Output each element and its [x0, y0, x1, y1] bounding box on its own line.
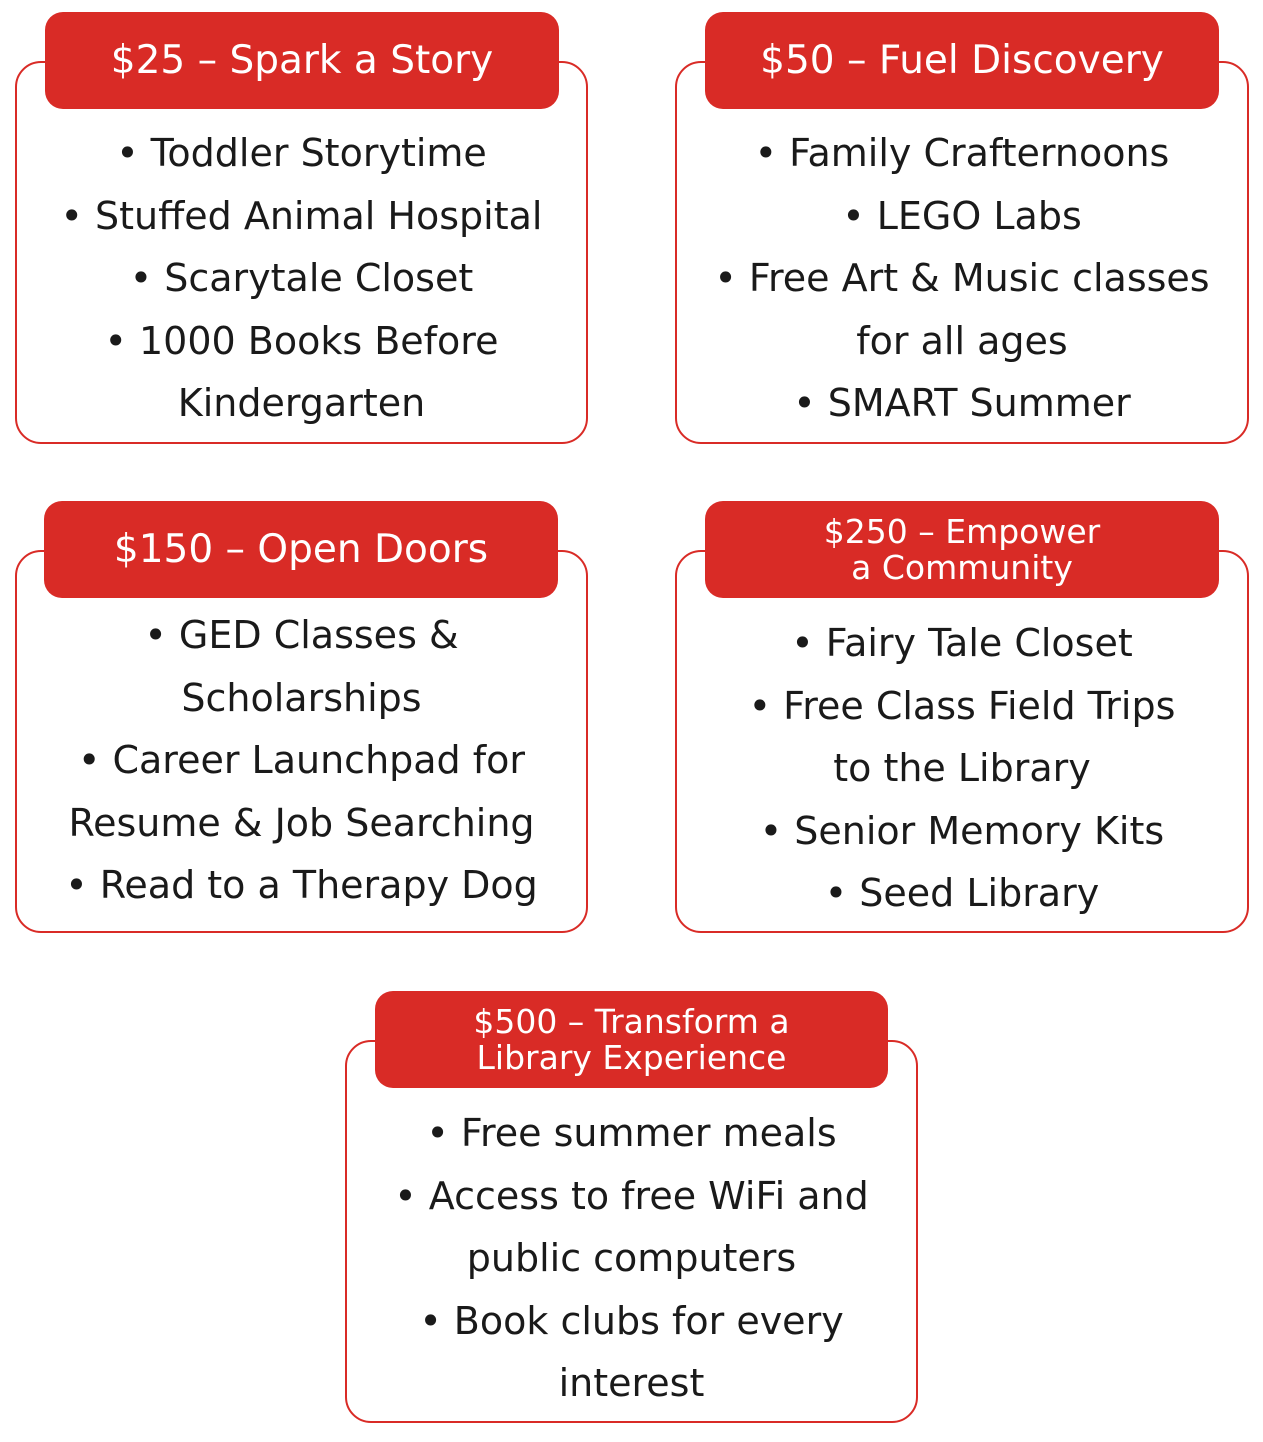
- list-item: Resume & Job Searching: [68, 800, 535, 845]
- tier-header-title-line-2: a Community: [851, 547, 1073, 587]
- list-item: to the Library: [833, 746, 1091, 790]
- list-item: • Scarytale Closet: [129, 256, 474, 300]
- tier-header-250: [705, 501, 1219, 598]
- tier-list-250: [675, 612, 1249, 925]
- list-item: • Career Launchpad for: [77, 738, 526, 782]
- list-item: Scholarships: [181, 675, 422, 720]
- tier-header-title: $50 – Fuel Discovery: [760, 37, 1164, 83]
- tier-header-title-line-2: Library Experience: [476, 1037, 787, 1077]
- list-item: • 1000 Books Before: [104, 318, 499, 363]
- tier-list-150: [15, 604, 588, 917]
- tier-header-title-line-1: $500 – Transform a: [473, 1001, 790, 1041]
- list-item: • Free Class Field Trips: [748, 683, 1176, 728]
- list-item: • Read to a Therapy Dog: [65, 863, 538, 907]
- list-item: • Seed Library: [824, 871, 1100, 915]
- tier-list-50: [675, 122, 1249, 435]
- list-item: • Fairy Tale Closet: [791, 621, 1133, 665]
- tier-list-25: [15, 122, 588, 435]
- list-item: • GED Classes &: [144, 613, 459, 657]
- list-item: • LEGO Labs: [842, 193, 1082, 238]
- list-item: Kindergarten: [177, 381, 426, 425]
- list-item: for all ages: [856, 318, 1068, 363]
- tier-header-50: [705, 12, 1219, 109]
- list-item: • Free summer meals: [426, 1111, 837, 1155]
- list-item: • Free Art & Music classes: [714, 256, 1210, 300]
- list-item: • Toddler Storytime: [116, 131, 487, 175]
- list-item: public computers: [466, 1236, 797, 1280]
- list-item: • Stuffed Animal Hospital: [60, 193, 543, 238]
- tier-header-title: $25 – Spark a Story: [110, 37, 494, 83]
- tier-header-150: [44, 501, 558, 598]
- tier-header-500: [375, 991, 888, 1088]
- list-item: interest: [558, 1361, 705, 1405]
- tier-header-25: [45, 12, 559, 109]
- list-item: • Senior Memory Kits: [759, 808, 1165, 853]
- list-item: • Book clubs for every: [419, 1298, 844, 1343]
- tier-list-500: [345, 1102, 918, 1415]
- list-item: • Family Crafternoons: [754, 131, 1170, 175]
- list-item: • SMART Summer: [793, 381, 1131, 425]
- tier-header-title: $150 – Open Doors: [113, 526, 489, 572]
- list-item: • Access to free WiFi and: [394, 1173, 869, 1218]
- tier-header-title-line-1: $250 – Empower: [823, 511, 1101, 551]
